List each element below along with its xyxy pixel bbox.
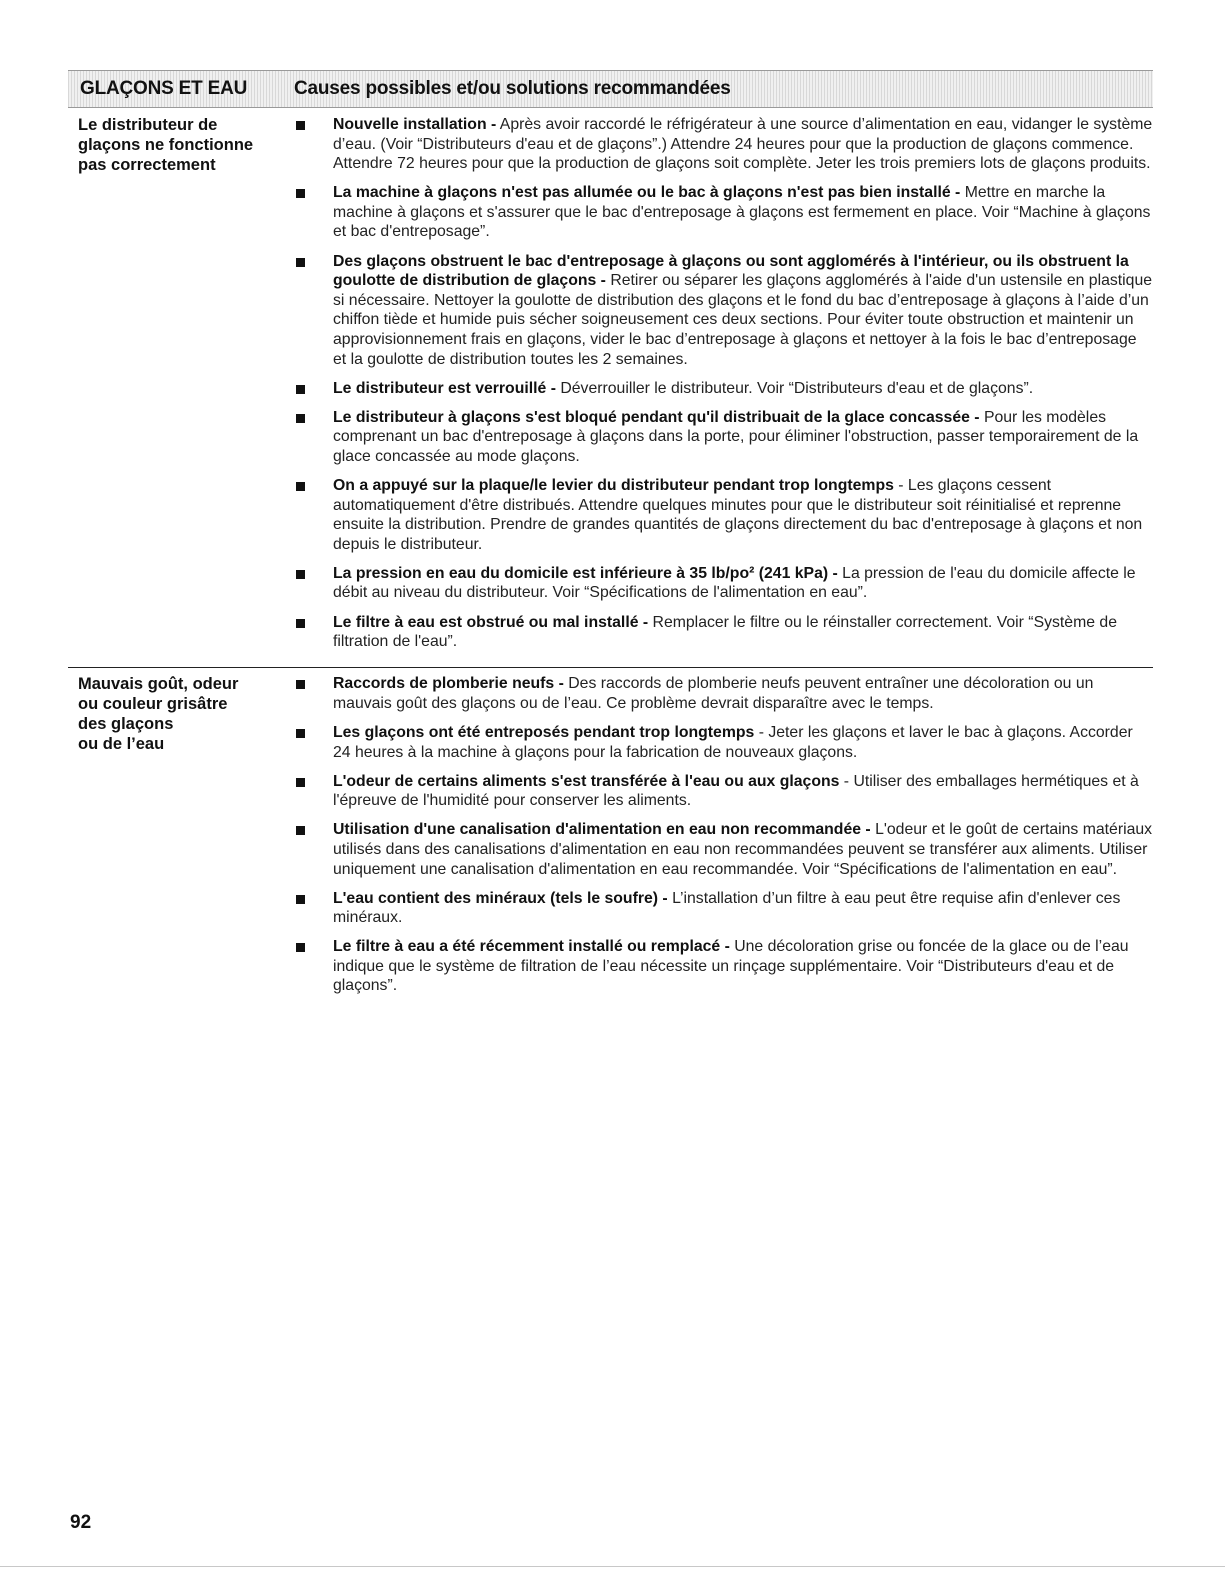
cause-text: L’installation d’un filtre à eau peut être requise afin d'enlever ces minéraux.	[333, 889, 1121, 927]
solution-list	[288, 115, 1153, 661]
header-solutions: Causes possibles et/ou solutions recommandées	[294, 78, 731, 99]
list-item	[288, 723, 1153, 762]
cause-title: La machine à glaçons n'est pas allumée ou le bac à glaçons n'est pas bien installé -	[333, 184, 961, 202]
list-item	[288, 613, 1153, 652]
cause-title: L'eau contient des minéraux (tels le soufre) -	[333, 889, 668, 907]
cause-text: Mettre en marche la machine à glaçons et s'assurer que le bac d'entreposage à glaçons est fermement en place. Voir “Machine à glaçons et bac d'entreposage”.	[333, 184, 1151, 241]
list-item	[288, 252, 1153, 370]
page-bottom-divider	[0, 1566, 1225, 1567]
cause-title: Utilisation d'une canalisation d'alimentation en eau non recommandée -	[333, 821, 871, 839]
cause-text: Des raccords de plomberie neufs peuvent entraîner une décoloration ou un mauvais goût des glaçons ou de l’eau. Ce problème devrait disparaître avec le temps.	[333, 675, 1094, 712]
square-bullet-icon	[296, 385, 305, 394]
problem-label: Le distributeur de glaçons ne fonctionne pas correctement	[78, 116, 254, 174]
cause-title: Les glaçons ont été entreposés pendant trop longtemps	[333, 723, 755, 741]
list-item	[288, 379, 1153, 399]
list-item	[288, 564, 1153, 603]
cause-text: Déverrouiller le distributeur. Voir “Distributeurs d'eau et de glaçons”.	[555, 379, 1034, 397]
list-item	[288, 183, 1153, 242]
square-bullet-icon	[296, 121, 305, 130]
square-bullet-icon	[296, 943, 305, 952]
table-header	[68, 70, 1153, 108]
square-bullet-icon	[296, 570, 305, 579]
square-bullet-icon	[296, 482, 305, 491]
header-category: GLAÇONS ET EAU	[80, 78, 248, 99]
square-bullet-icon	[296, 258, 305, 267]
cause-title: Le filtre à eau a été récemment installé ou remplacé -	[333, 938, 730, 956]
cause-title: Le distributeur à glaçons s'est bloqué pendant qu'il distribuait de la glace concassée -	[333, 408, 980, 426]
square-bullet-icon	[296, 895, 305, 904]
square-bullet-icon	[296, 680, 305, 689]
square-bullet-icon	[296, 414, 305, 423]
list-item	[288, 772, 1153, 811]
list-item	[288, 889, 1153, 928]
list-item	[288, 674, 1153, 713]
cause-title: Des glaçons obstruent le bac d'entreposage à glaçons ou sont agglomérés à l'intérieur, ou ils obstruent la goulotte de distribution de glaçons -	[333, 252, 1129, 290]
cause-title: Le filtre à eau est obstrué ou mal installé -	[333, 613, 649, 631]
cause-title: L'odeur de certains aliments s'est transférée à l'eau ou aux glaçons	[333, 772, 840, 790]
cause-title: La pression en eau du domicile est inférieure à 35 lb/po² (241 kPa) -	[333, 564, 838, 582]
problem-label: Mauvais goût, odeur ou couleur grisâtre des glaçons ou de l’eau	[78, 675, 239, 754]
cause-text: Une décoloration grise ou foncée de la glace ou de l’eau indique que le système de filtration de l’eau nécessite un rinçage supplémentaire. Voir “Distributeurs d'eau et de glaçons”.	[333, 938, 1129, 995]
cause-text: Pour les modèles comprenant un bac d'entreposage à glaçons dans la porte, pour éliminer l'obstruction, passer temporairement de la glace concassée au mode glaçons.	[333, 408, 1139, 465]
cause-title: Nouvelle installation -	[333, 116, 497, 133]
cause-title: On a appuyé sur la plaque/le levier du distributeur pendant trop longtemps	[333, 477, 894, 494]
cause-text: Retirer ou séparer les glaçons agglomérés à l'aide d'un ustensile en plastique si nécessaire. Nettoyer la goulotte de distribution des glaçons et le fond du bac d’entreposage à glaçons à l’aide d’un chiffon tiède et humide puis sécher soigneusement ces deux sections. Pour éviter toute obstruction et maintenir un approvisionnement frais en glaçons, vider le bac d’entreposage à glaçons et nettoyer à la fois le bac d’entreposage et la goulotte de distribution toutes les 2 semaines.	[333, 272, 1153, 368]
troubleshooting-table	[68, 70, 1153, 1006]
square-bullet-icon	[296, 778, 305, 787]
list-item	[288, 408, 1153, 467]
square-bullet-icon	[296, 826, 305, 835]
cause-title: Raccords de plomberie neufs -	[333, 675, 564, 693]
square-bullet-icon	[296, 619, 305, 628]
section-ice-dispenser	[68, 108, 1153, 661]
cause-text: - Jeter les glaçons et laver le bac à glaçons. Accorder 24 heures à la machine à glaçons pour la fabrication de nouveaux glaçons.	[333, 723, 1133, 761]
page-number: 92	[70, 1512, 92, 1533]
cause-text: Remplacer le filtre ou le réinstaller correctement. Voir “Système de filtration de l'eau”.	[333, 613, 1117, 651]
list-item	[288, 820, 1153, 879]
square-bullet-icon	[296, 729, 305, 738]
list-item	[288, 476, 1153, 554]
section-taste-odor	[68, 667, 1153, 1005]
cause-text: - Utiliser des emballages hermétiques et à l'épreuve de l'humidité pour conserver les aliments.	[333, 772, 1139, 810]
cause-text: L'odeur et le goût de certains matériaux utilisés dans des canalisations d'alimentation en eau non recommandées peuvent se transférer aux aliments. Utiliser uniquement une canalisation d'alimentation en eau recommandée. Voir “Spécifications de l'alimentation en eau”.	[333, 821, 1153, 878]
cause-text: Après avoir raccordé le réfrigérateur à une source d’alimentation en eau, vidanger le système d’eau. (Voir “Distributeurs d'eau et de glaçons”.) Attendre 24 heures pour que la production de glaçons commence. Attendre 72 heures pour que la production de glaçons soit complète. Jeter les trois premiers lots de glaçons produits.	[333, 116, 1153, 173]
solution-list	[288, 674, 1153, 1005]
list-item	[288, 115, 1153, 174]
square-bullet-icon	[296, 189, 305, 198]
cause-text: La pression de l'eau du domicile affecte le débit au niveau du distributeur. Voir “Spécifications de l'alimentation en eau”.	[333, 564, 1136, 602]
cause-text: - Les glaçons cessent automatiquement d'être distribués. Attendre quelques minutes pour que le distributeur soit réinitialisé et reprenne ensuite la distribution. Prendre de grandes quantités de glaçons directement du bac d'entreposage à glaçons et non depuis le distributeur.	[333, 477, 1143, 553]
cause-title: Le distributeur est verrouillé -	[333, 379, 556, 397]
list-item	[288, 937, 1153, 996]
